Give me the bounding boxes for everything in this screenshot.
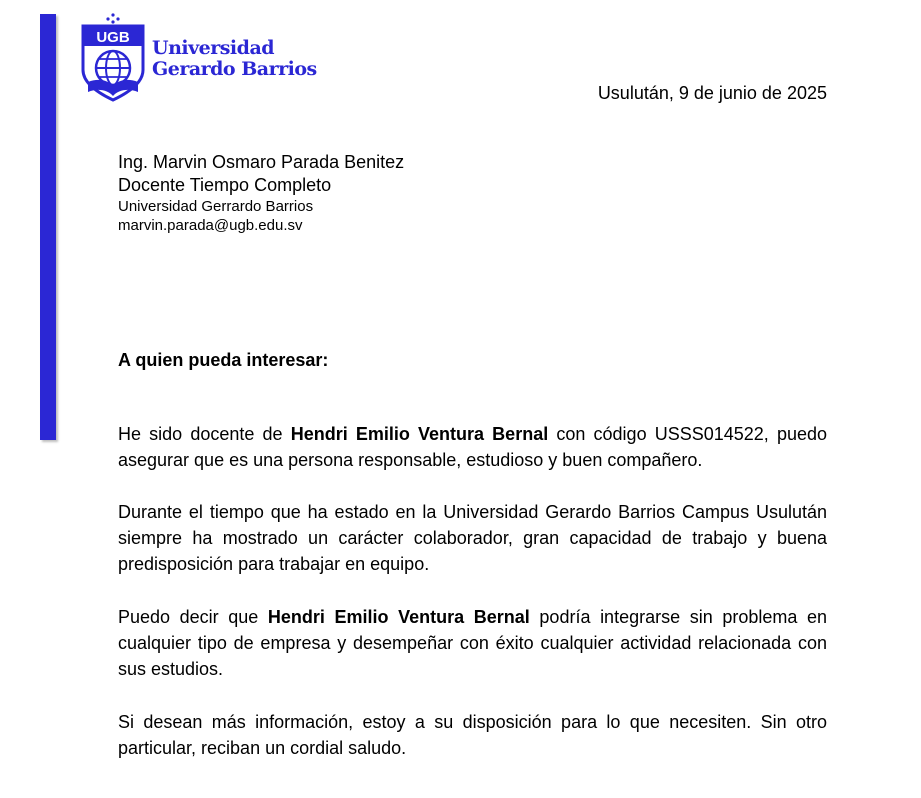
paragraph-1 [118, 421, 827, 473]
recipient-name: Ing. Marvin Osmaro Parada Benitez [118, 152, 405, 172]
svg-text:UGB: UGB [96, 29, 130, 46]
university-name-line2: Gerardo Barrios [152, 58, 317, 80]
paragraph-1-post: con código USSS014522, puedo asegurar que es una persona responsable, estudioso y buen compañero. [118, 424, 828, 470]
university-name [152, 38, 317, 80]
side-accent-bar [40, 14, 56, 440]
salutation: A quien pueda interesar: [118, 350, 329, 370]
university-logo [80, 12, 320, 104]
university-name-line1: Universidad [152, 37, 275, 59]
student-name: Hendri Emilio Ventura Bernal [290, 424, 549, 444]
recipient-institution: Universidad Gerrardo Barrios [118, 198, 314, 215]
recipient-block [118, 151, 404, 235]
student-name: Hendri Emilio Ventura Bernal [267, 607, 530, 627]
letter-date: Usulután, 9 de junio de 2025 [597, 83, 827, 103]
recipient-title: Docente Tiempo Completo [118, 175, 332, 195]
paragraph-1-pre: He sido docente de [118, 424, 291, 444]
paragraph-3 [118, 604, 827, 682]
paragraph-3-pre: Puedo decir que [118, 607, 268, 627]
paragraph-3-post: podría integrarse sin problema en cualquier tipo de empresa y desempeñar con éxito cualquier actividad relacionada con sus estudios. [118, 607, 827, 679]
paragraph-4: Si desean más información, estoy a su disposición para lo que necesiten. Sin otro particular, reciban un cordial saludo. [118, 712, 827, 758]
paragraph-2: Durante el tiempo que ha estado en la Universidad Gerardo Barrios Campus Usulután siempre ha mostrado un carácter colaborador, gran capacidad de trabajo y buena predisposición para trabajar en equipo. [118, 502, 827, 574]
university-crest-icon [80, 12, 146, 102]
recipient-email: marvin.parada@ugb.edu.sv [118, 217, 303, 234]
